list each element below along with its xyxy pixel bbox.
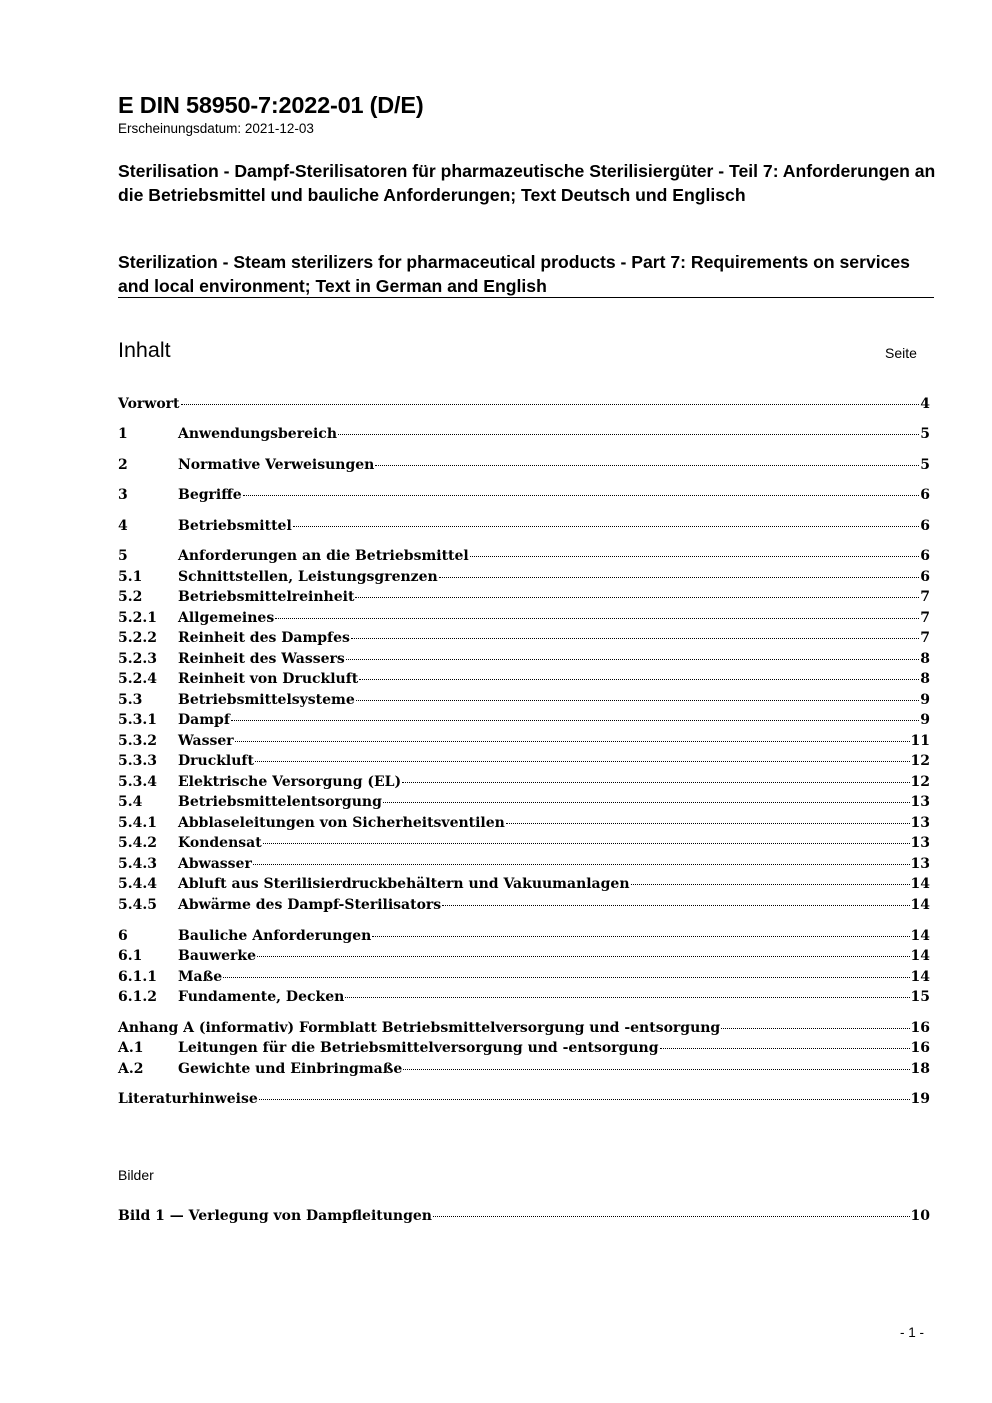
toc-entry-page: 16 [910, 1020, 930, 1036]
toc-entry-number: A.1 [118, 1040, 144, 1056]
toc-entry[interactable] [118, 733, 930, 753]
toc-entry-title: Anforderungen an die Betriebsmittel [178, 548, 469, 564]
toc-entry-number: 5.4.5 [118, 897, 157, 913]
dot-leader [433, 1216, 910, 1217]
toc-entry[interactable] [118, 856, 930, 876]
toc-entry-number: A.2 [118, 1061, 144, 1077]
dot-leader [263, 843, 910, 844]
page-number: - 1 - [900, 1325, 925, 1340]
dot-leader [275, 618, 919, 619]
dot-leader [721, 1028, 909, 1029]
toc-entry-page: 12 [910, 753, 930, 769]
toc-entry[interactable] [118, 487, 930, 507]
toc-entry[interactable] [118, 989, 930, 1009]
toc-entry-title: Leitungen für die Betriebsmittelversorgung und -entsorgung [178, 1040, 659, 1056]
toc-entry-number: 5.3.3 [118, 753, 157, 769]
dot-leader [243, 495, 920, 496]
toc-entry-title: Abluft aus Sterilisierdruckbehältern und Vakuumanlagen [178, 876, 630, 892]
toc-entry[interactable] [118, 589, 930, 609]
toc-entry-title: Bauliche Anforderungen [178, 928, 372, 944]
toc-entry[interactable] [118, 630, 930, 650]
toc-entry-number: 5.2.1 [118, 610, 157, 626]
dot-leader [257, 956, 909, 957]
toc-entry-page: 14 [910, 948, 930, 964]
toc-entry-page: 7 [920, 589, 930, 605]
toc-entry-title: Betriebsmittelsysteme [178, 692, 355, 708]
toc-entry-number: 5.1 [118, 569, 143, 585]
dot-leader [470, 556, 920, 557]
dot-leader [259, 1099, 910, 1100]
toc-entry-title: Betriebsmittel [178, 518, 292, 534]
toc-entry-number: 6 [118, 928, 128, 944]
toc-entry-title: Abwasser [178, 856, 252, 872]
toc-entry[interactable] [118, 774, 930, 794]
toc-entry-title: Begriffe [178, 487, 242, 503]
toc-entry-page: 14 [910, 876, 930, 892]
toc-entry-page: 14 [910, 897, 930, 913]
title-english: Sterilization - Steam sterilizers for pharmaceutical products - Part 7: Requirements on services and local environment; Text in German and English [118, 252, 910, 296]
figures-heading: Bilder [118, 1167, 154, 1183]
toc-entry-page: 7 [920, 630, 930, 646]
toc-entry-page: 12 [910, 774, 930, 790]
dot-leader [375, 465, 919, 466]
toc-entry-number: 5.2.4 [118, 671, 157, 687]
toc-entry-title: Maße [178, 969, 223, 985]
toc-entry-title: Anwendungsbereich [178, 426, 337, 442]
toc-entry[interactable] [118, 712, 930, 732]
toc-entry[interactable] [118, 897, 930, 917]
toc-entry-title: Kondensat [178, 835, 262, 851]
toc-entry-page: 6 [920, 569, 930, 585]
toc-entry-title: Anhang A (informativ) Formblatt Betriebsmittelversorgung und -entsorgung [118, 1020, 721, 1036]
toc-entry[interactable] [118, 518, 930, 538]
toc-entry-page: 18 [910, 1061, 930, 1077]
dot-leader [402, 782, 909, 783]
toc-entry-page: 8 [920, 651, 930, 667]
toc-entry-page: 5 [920, 457, 930, 473]
toc-entry-number: 3 [118, 487, 128, 503]
toc-page-column-label: Seite [885, 345, 917, 361]
toc-entry-page: 6 [920, 487, 930, 503]
toc-entry-number: 5.4.3 [118, 856, 157, 872]
toc-entry-title: Reinheit des Dampfes [178, 630, 350, 646]
toc-entry-number: 5.4 [118, 794, 143, 810]
toc-entry[interactable] [118, 928, 930, 948]
toc-entry[interactable] [118, 692, 930, 712]
toc-entry-title: Normative Verweisungen [178, 457, 375, 473]
toc-entry-number: 5.3 [118, 692, 143, 708]
toc-heading: Inhalt [118, 338, 171, 362]
toc-entry-title: Schnittstellen, Leistungsgrenzen [178, 569, 438, 585]
dot-leader [235, 741, 910, 742]
dot-leader [439, 577, 920, 578]
toc-entry-page: 8 [920, 671, 930, 687]
dot-leader [631, 884, 910, 885]
dot-leader [355, 597, 919, 598]
toc-entry-title: Elektrische Versorgung (EL) [178, 774, 402, 790]
dot-leader [338, 434, 919, 435]
toc-entry-page: 19 [910, 1091, 930, 1107]
toc-entry-number: 1 [118, 426, 128, 442]
toc-entry-title: Wasser [178, 733, 234, 749]
document-id: E DIN 58950-7:2022-01 (D/E) [118, 92, 424, 118]
toc-entry-title: Betriebsmittelentsorgung [178, 794, 382, 810]
toc-entry-page: 6 [920, 518, 930, 534]
toc-entry[interactable] [118, 569, 930, 589]
toc-entry[interactable] [118, 948, 930, 968]
dot-leader [383, 802, 910, 803]
toc-entry-number: 6.1 [118, 948, 143, 964]
toc-entry-number: 5.2.3 [118, 651, 157, 667]
toc-entry-title: Fundamente, Decken [178, 989, 345, 1005]
toc-entry-title: Abblaseleitungen von Sicherheitsventilen [178, 815, 505, 831]
toc-entry[interactable] [118, 1061, 930, 1081]
toc-entry[interactable] [118, 815, 930, 835]
dot-leader [181, 404, 920, 405]
toc-entry[interactable] [118, 969, 930, 989]
toc-entry-page: 11 [910, 733, 930, 749]
toc-entry-page: 5 [920, 426, 930, 442]
toc-entry-page: 14 [910, 969, 930, 985]
toc-entry[interactable] [118, 876, 930, 896]
toc-entry[interactable] [118, 1091, 930, 1111]
dot-leader [356, 700, 919, 701]
toc-entry[interactable] [118, 753, 930, 773]
toc-entry-title: Reinheit des Wassers [178, 651, 345, 667]
toc-entry-number: 5.3.1 [118, 712, 157, 728]
toc-entry[interactable] [118, 1020, 930, 1040]
dot-leader [346, 659, 920, 660]
toc-entry-page: 13 [910, 856, 930, 872]
toc-entry-title: Allgemeines [178, 610, 275, 626]
figure-entry-page: 10 [910, 1208, 930, 1224]
toc-entry-page: 6 [920, 548, 930, 564]
publication-date: Erscheinungsdatum: 2021-12-03 [118, 121, 314, 136]
title-german: Sterilisation - Dampf-Sterilisatoren für pharmazeutische Sterilisiergüter - Teil 7: Anforderungen an die Betriebsmittel und bauliche Anforderungen; Text Deutsch und Englisch [118, 161, 936, 205]
dot-leader [372, 936, 909, 937]
figure-entry[interactable] [118, 1208, 930, 1228]
toc-entry-number: 5.3.4 [118, 774, 157, 790]
toc-entry-number: 5 [118, 548, 128, 564]
dot-leader [442, 905, 909, 906]
dot-leader [253, 864, 910, 865]
dot-leader [403, 1069, 909, 1070]
dot-leader [293, 526, 919, 527]
toc-entry[interactable] [118, 610, 930, 630]
toc-entry-title: Dampf [178, 712, 230, 728]
toc-entry-title: Bauwerke [178, 948, 257, 964]
toc-entry-number: 5.2 [118, 589, 143, 605]
dot-leader [231, 720, 919, 721]
toc-entry[interactable] [118, 457, 930, 477]
toc-entry[interactable] [118, 396, 930, 416]
dot-leader [351, 638, 919, 639]
toc-entry[interactable] [118, 651, 930, 671]
toc-entry-number: 6.1.1 [118, 969, 157, 985]
figure-entry-title: Bild 1 — Verlegung von Dampfleitungen [118, 1208, 432, 1224]
dot-leader [255, 761, 910, 762]
toc-entry-number: 5.4.2 [118, 835, 157, 851]
toc-entry-page: 9 [920, 712, 930, 728]
toc-entry-title: Betriebsmittelreinheit [178, 589, 355, 605]
toc-entry-page: 13 [910, 815, 930, 831]
toc-entry[interactable] [118, 426, 930, 446]
toc-entry-page: 4 [920, 396, 930, 412]
toc-entry-number: 5.3.2 [118, 733, 157, 749]
toc-entry-page: 14 [910, 928, 930, 944]
toc-entry-number: 5.2.2 [118, 630, 157, 646]
toc-entry-title: Druckluft [178, 753, 254, 769]
toc-entry-title: Literaturhinweise [118, 1091, 258, 1107]
toc-entry[interactable] [118, 794, 930, 814]
toc-entry[interactable] [118, 1040, 930, 1060]
toc-entry[interactable] [118, 548, 930, 568]
toc-entry[interactable] [118, 835, 930, 855]
toc-entry-number: 6.1.2 [118, 989, 157, 1005]
toc-entry-page: 15 [910, 989, 930, 1005]
dot-leader [345, 997, 909, 998]
toc-entry-page: 7 [920, 610, 930, 626]
toc-entry-number: 5.4.4 [118, 876, 157, 892]
toc-entry-title: Gewichte und Einbringmaße [178, 1061, 403, 1077]
toc-entry-number: 4 [118, 518, 128, 534]
toc-entry-title: Reinheit von Druckluft [178, 671, 359, 687]
toc-entry-number: 5.4.1 [118, 815, 157, 831]
toc-entry-page: 13 [910, 835, 930, 851]
dot-leader [506, 823, 910, 824]
dot-leader [359, 679, 919, 680]
toc-entry-number: 2 [118, 457, 128, 473]
header-divider [118, 297, 934, 298]
toc-entry-page: 13 [910, 794, 930, 810]
dot-leader [660, 1048, 910, 1049]
toc-entry-title: Vorwort [118, 396, 180, 412]
dot-leader [223, 977, 909, 978]
toc-entry-page: 9 [920, 692, 930, 708]
toc-entry-page: 16 [910, 1040, 930, 1056]
toc-entry-title: Abwärme des Dampf-Sterilisators [178, 897, 442, 913]
toc-entry[interactable] [118, 671, 930, 691]
